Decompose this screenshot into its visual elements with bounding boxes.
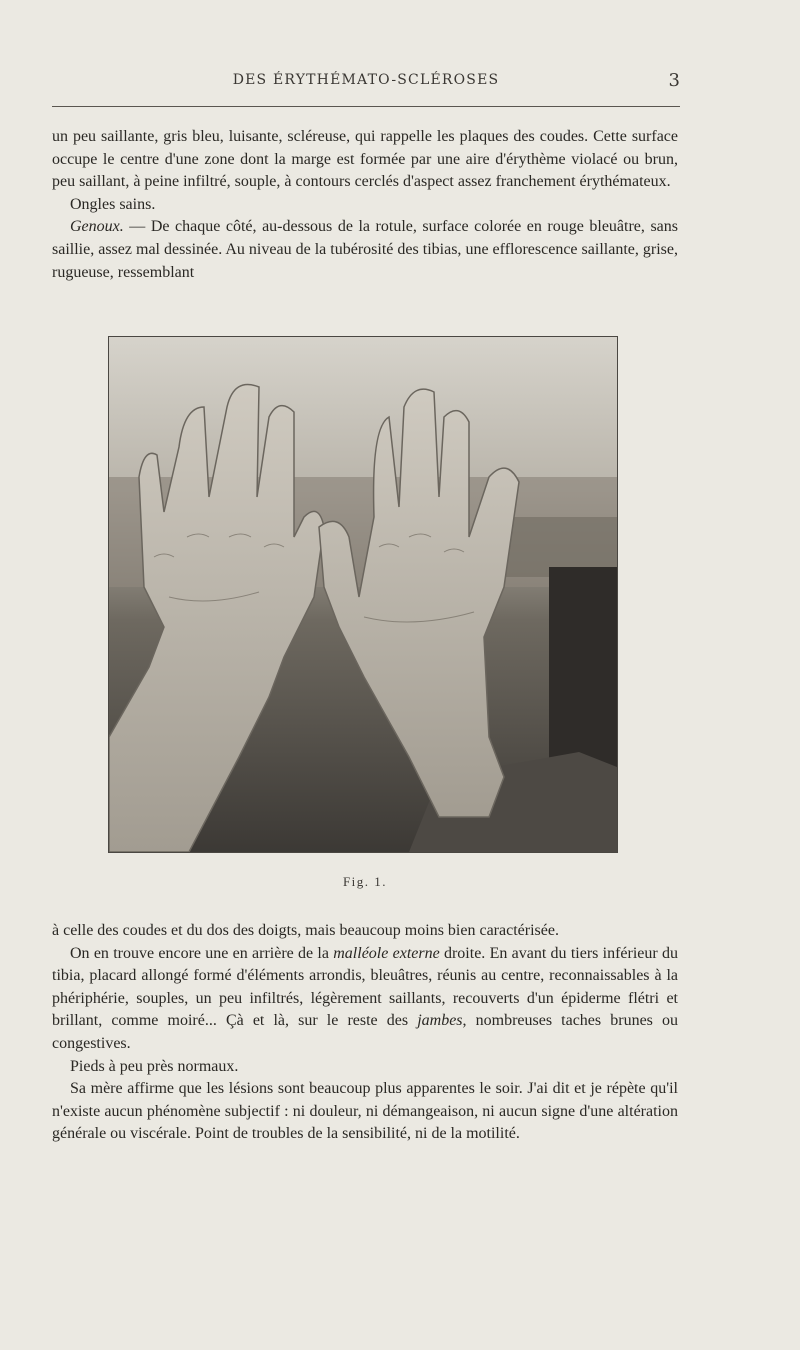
paragraph-ongles: Ongles sains.: [70, 195, 156, 213]
paragraph-mere: Sa mère affirme que les lésions sont beaucoup plus apparentes le soir. J'ai dit et je répète qu'il n'existe aucun phénomène subjectif : ni douleur, ni démangeaison, ni aucun signe d'une altération générale ou viscérale. Point de troubles de la sensibilité, ni de la motilité.: [52, 1080, 678, 1143]
figure-photograph-hands: [108, 336, 618, 853]
text-block-top: [52, 126, 678, 284]
paragraph-plaques: un peu saillante, gris bleu, luisante, scléreuse, qui rappelle les plaques des coudes. Cette surface occupe le centre d'une zone dont la marge est formée par une aire d'érythème violacé ou brun, peu saillant, à peine infiltré, souple, à contours cerclés d'aspect assez franchement érythémateux.: [52, 128, 678, 191]
paragraph-genoux: [52, 216, 678, 284]
paragraph-continuation: à celle des coudes et du dos des doigts, mais beaucoup moins bien caractérisée.: [52, 922, 559, 939]
malleole-before: On en trouve encore une en arrière de la: [70, 944, 334, 962]
text-block-bottom: [52, 920, 678, 1146]
running-title: DES ÉRYTHÉMATO-SCLÉROSES: [232, 72, 500, 88]
genoux-label: Genoux.: [70, 218, 124, 236]
page-number: 3: [668, 70, 680, 91]
malleole-after2: , nombreuses taches brunes ou congestives.: [52, 1012, 679, 1052]
running-head: [52, 72, 680, 96]
jambes-italic: jambes: [417, 1012, 463, 1030]
malleole-italic: malléole externe: [333, 944, 440, 962]
header-rule: [52, 106, 680, 107]
hands-photograph: [109, 337, 617, 852]
malleole-after: droite. En avant du tiers inférieur du tibia, placard allongé formé d'éléments arrondis, bleuâtres, réunis au centre, reconnaissables à la phériphérie, souples, un peu infiltrés, légèrement saillants, recouverts d'un épiderme flétri et brillant, comme moiré... Çà et là, sur le reste des: [52, 944, 679, 1030]
paragraph-pieds: Pieds à peu près normaux.: [70, 1057, 239, 1075]
paragraph-malleole: [52, 943, 678, 1056]
figure-caption: Fig. 1.: [342, 874, 388, 889]
genoux-text: — De chaque côté, au-dessous de la rotule, surface colorée en rouge bleuâtre, sans saillie, assez mal dessinée. Au niveau de la tubérosité des tibias, une efflorescence saillante, grise, rugueuse, ressemblant: [52, 218, 678, 281]
